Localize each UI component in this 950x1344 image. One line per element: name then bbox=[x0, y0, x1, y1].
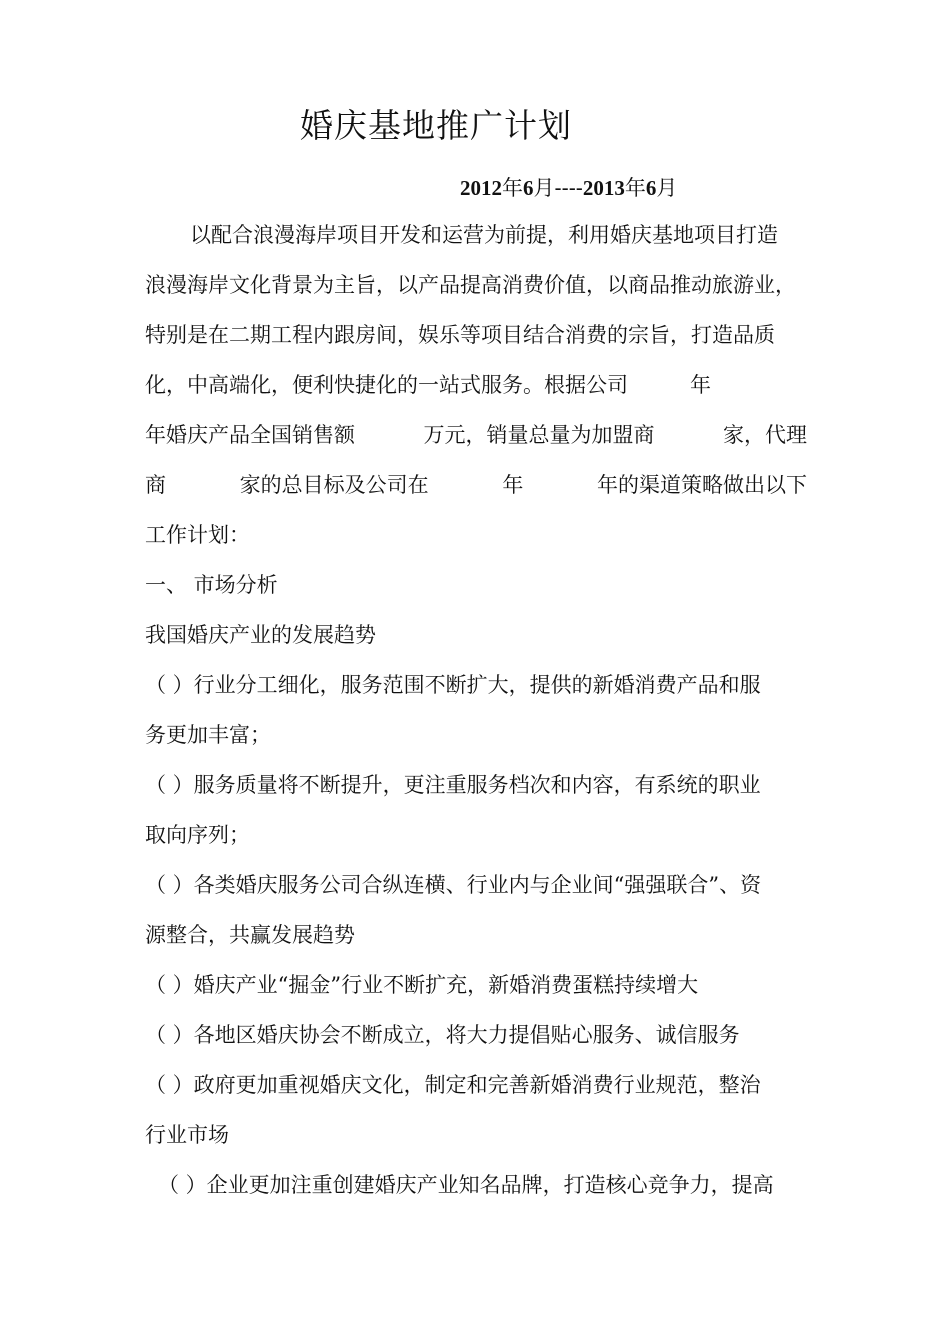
intro-text: 万元，销量总量为加盟商 bbox=[423, 423, 655, 447]
date-text: 年 bbox=[624, 176, 646, 200]
list-item: （ ）行业分工细化，服务范围不断扩大，提供的新婚消费产品和服 bbox=[145, 673, 761, 697]
intro-text: 家的总目标及公司在 bbox=[239, 473, 429, 497]
end-year: 2013 bbox=[582, 176, 625, 200]
date-text: 月 bbox=[656, 176, 678, 200]
intro-line bbox=[145, 420, 807, 450]
intro-text: 年 bbox=[502, 473, 524, 497]
intro-text: 化，中高端化，便利快捷化的一站式服务。根据公司 bbox=[145, 373, 628, 397]
intro-text: 年的渠道策略做出以下 bbox=[596, 473, 807, 497]
list-item-continuation: 务更加丰富； bbox=[145, 723, 271, 747]
list-item: （ ）政府更加重视婚庆文化，制定和完善新婚消费行业规范，整治 bbox=[145, 1073, 761, 1097]
list-item: （ ）服务质量将不断提升，更注重服务档次和内容，有系统的职业 bbox=[145, 773, 761, 797]
date-text: 年 bbox=[502, 176, 523, 200]
subheading: 我国婚庆产业的发展趋势 bbox=[145, 623, 376, 647]
intro-text: 年 bbox=[690, 373, 711, 397]
list-item: （ ）各类婚庆服务公司合纵连横、行业内与企业间“强强联合”、资 bbox=[145, 873, 762, 897]
intro-line: 工作计划： bbox=[145, 523, 250, 547]
intro-line bbox=[145, 370, 711, 400]
start-month: 6 bbox=[523, 176, 534, 200]
intro-line: 浪漫海岸文化背景为主旨，以产品提高消费价值，以商品推动旅游业， bbox=[145, 273, 796, 297]
start-year: 2012 bbox=[460, 176, 502, 200]
list-item: （ ）婚庆产业“掘金”行业不断扩充，新婚消费蛋糕持续增大 bbox=[145, 973, 699, 997]
section-heading: 一、 市场分析 bbox=[145, 573, 278, 597]
intro-line bbox=[145, 470, 807, 500]
document-title: 婚庆基地推广计划 bbox=[300, 106, 572, 145]
list-item: （ ）企业更加注重创建婚庆产业知名品牌，打造核心竞争力，提高 bbox=[158, 1173, 774, 1197]
intro-text: 年婚庆产品全国销售额 bbox=[145, 423, 355, 447]
end-month: 6 bbox=[645, 176, 657, 200]
intro-line: 特别是在二期工程内跟房间，娱乐等项目结合消费的宗旨，打造品质 bbox=[145, 323, 775, 347]
list-item: （ ）各地区婚庆协会不断成立，将大力提倡贴心服务、诚信服务 bbox=[145, 1023, 740, 1047]
intro-text: 商 bbox=[145, 473, 166, 497]
intro-line: 以配合浪漫海岸项目开发和运营为前提，利用婚庆基地项目打造 bbox=[190, 223, 778, 247]
list-item-continuation: 源整合，共赢发展趋势 bbox=[145, 923, 355, 947]
list-item-continuation: 取向序列； bbox=[145, 823, 250, 847]
list-item-continuation: 行业市场 bbox=[145, 1123, 229, 1147]
intro-text: 家，代理 bbox=[723, 423, 807, 447]
date-range bbox=[460, 172, 677, 202]
date-text: 月---- bbox=[533, 176, 583, 200]
